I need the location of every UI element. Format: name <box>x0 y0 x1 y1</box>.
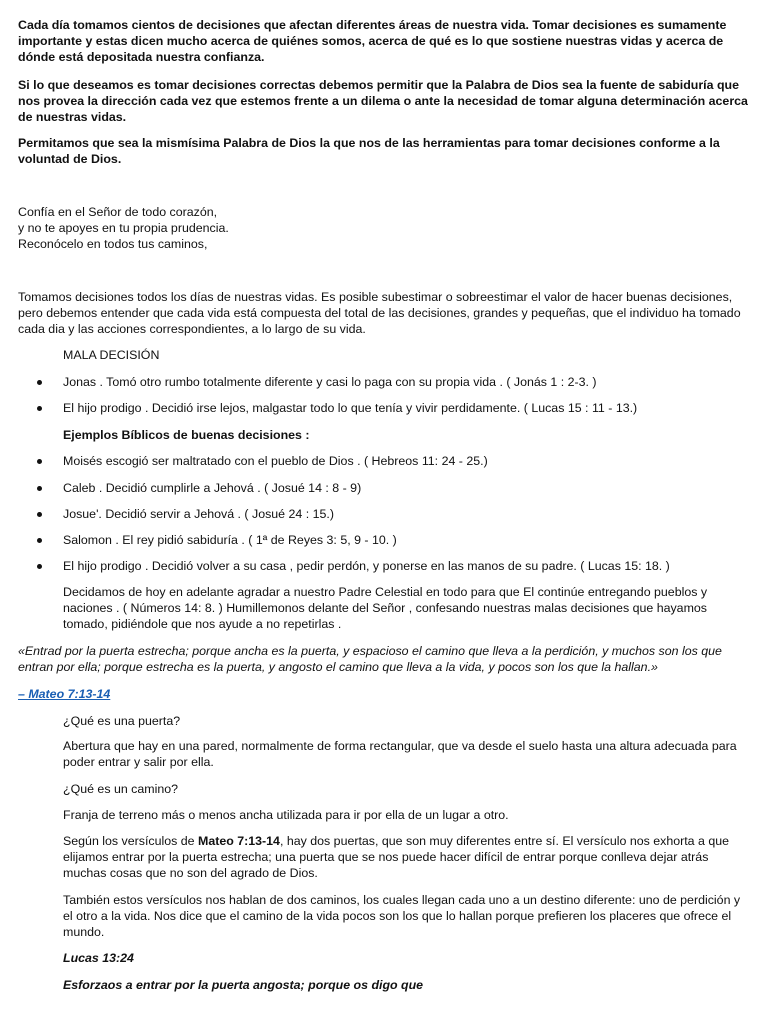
bullet-icon <box>37 406 42 411</box>
lucas-reference: Lucas 13:24 <box>63 951 134 965</box>
mateo-quote: «Entrad por la puerta estrecha; porque ancha es la puerta, y espacioso el camino que lleva a la perdición, y muchos son los que entran por ella; porque estrecha es la puerta, y angosto el camino que lleva a la vida, y pocos son los que la hallan.» <box>18 644 722 674</box>
bullet-icon <box>37 564 42 569</box>
question-puerta: ¿Qué es una puerta? <box>63 714 181 728</box>
mateo-ref-inline: Mateo 7:13-14 <box>198 834 280 848</box>
good-decisions-heading: Ejemplos Bíblicos de buenas decisiones : <box>63 428 310 442</box>
intro-paragraph-2: Si lo que deseamos es tomar decisiones correctas debemos permitir que la Palabra de Dios sea la fuente de sabiduría que nos provea la dirección cada vez que estemos frente a un dilema o ante la necesidad de tomar alguna determinación acerca de nuestras vidas. <box>18 78 748 124</box>
answer-camino: Franja de terreno más o menos ancha utilizada para ir por ella de un lugar a otro. <box>63 808 509 822</box>
closing-paragraph: Decidamos de hoy en adelante agradar a nuestro Padre Celestial en todo para que El continúe entregando pueblos y naciones . ( Números 14: 8. ) Humillemonos delante del Señor , confesando nuestras malas decisiones que hayamos tomado, pidiéndole que nos ayude a no repetirlas . <box>63 585 708 631</box>
caminos-paragraph: También estos versículos nos hablan de dos caminos, los cuales llegan cada uno a un destino diferente: uno de perdición y el otro a la vida. Nos dice que el camino de la vida pocos son los que lo hallan porque prefieren los placeres que ofrece el mundo. <box>63 893 741 939</box>
bullet-icon <box>37 459 42 464</box>
bad-decisions-heading: MALA DECISIÓN <box>63 348 160 362</box>
body-paragraph: Tomamos decisiones todos los días de nuestras vidas. Es posible subestimar o sobreestimar el valor de hacer buenas decisiones, pero debemos entender que cada vida está compuesta del total de las decisiones, grandes y pequeñas, que el individuo ha tomado cada dia y las acciones correspondientes, a lo largo de su vida. <box>18 290 741 336</box>
bullet-icon <box>37 538 42 543</box>
intro-paragraph-1: Cada día tomamos cientos de decisiones que afectan diferentes áreas de nuestra vida. Tomar decisiones es sumamente importante y estas dicen mucho acerca de quiénes somos, acerca de qué es lo que sostiene nuestras vidas y acerca de dónde está depositada nuestra confianza. <box>18 18 727 64</box>
intro-paragraph-3: Permitamos que sea la mismísima Palabra de Dios la que nos de las herramientas para tomar decisiones conforme a la voluntad de Dios. <box>18 136 720 166</box>
verse-line-2: y no te apoyes en tu propia prudencia. <box>18 221 229 235</box>
bullet-icon <box>37 380 42 385</box>
answer-puerta: Abertura que hay en una pared, normalmente de forma rectangular, que va desde el suelo hasta una altura adecuada para poder entrar y salir por ella. <box>63 739 737 769</box>
proverbs-verse <box>18 204 753 252</box>
mateo-reference-link[interactable]: – Mateo 7:13-14 <box>18 687 111 701</box>
bullet-icon <box>37 486 42 491</box>
lucas-verse: Esforzaos a entrar por la puerta angosta; porque os digo que <box>63 978 424 992</box>
verse-line-3: Reconócelo en todos tus caminos, <box>18 237 208 251</box>
bullet-icon <box>37 512 42 517</box>
verse-line-1: Confía en el Señor de todo corazón, <box>18 205 218 219</box>
mateo-explanation: Según los versículos de Mateo 7:13-14, hay dos puertas, que son muy diferentes entre sí. El versículo nos exhorta a que elijamos entrar por la puerta estrecha; una puerta que se nos puede hacer difícil de entrar porque conlleva dejar atrás muchas cosas que no son del agrado de Dios. <box>63 834 730 880</box>
question-camino: ¿Qué es un camino? <box>63 782 179 796</box>
document-page: Cada día tomamos cientos de decisiones que afectan diferentes áreas de nuestra vida. Tomar decisiones es sumamente importante y estas dicen mucho acerca de quiénes somos, acerca de qué es lo que sostiene nuestras vidas y acerca de dónde está depositada nuestra confianza. Si lo que deseamos es tomar decisiones correctas debemos permitir que la Palabra de Dios sea la fuente de sabiduría que nos provea la dirección cada vez que estemos frente a un dilema o ante la necesidad de tomar alguna determinación acerca de nuestras vidas. Permitamos que sea la mismísima Palabra de Dios la que nos de las herramientas para tomar decisiones conforme a la voluntad de Dios. Confía en el Señor de todo corazón, y no te apoyes en tu propia prudencia. Reconócelo en todos tus caminos, Tomamos decisiones todos los días de nuestras vidas. Es posible subestimar o sobreestimar el valor de hacer buenas decisiones, pero debemos entender que cada vida está compuesta del total de las decisiones, grandes y pequeñas, que el individuo ha tomado cada dia y las acciones correspondientes, a lo largo de su vida. MALA DECISIÓN Jonas . Tomó otro rumbo totalmente diferente y casi lo paga con su propia vida . ( Jonás 1 : 2-3. ) El hijo prodigo . Decidió irse lejos, malgastar todo lo que tenía y vivir perdidamente. ( Lucas 15 : 11 - 13.) Ejemplos Bíblicos de buenas decisiones : Moisés escogió ser maltratado con el pueblo de Dios . ( Hebreos 11: 24 - 25.) Caleb . Decidió cumplirle a Jehová . ( Josué 14 : 8 - 9) Josue'. Decidió servir a Jehová . ( Josué 24 : 15.) Salomon . El rey pidió sabiduría . ( 1ª de Reyes 3: 5, 9 - 10. ) El hijo prodigo . Decidió volver a su casa , pedir perdón, y ponerse en las manos de su padre. ( Lucas 15: 18. ) Decidamos de hoy en adelante agradar a nuestro Padre Celestial en todo para que El continúe entregando pueblos y naciones . ( Números 14: 8. ) Humillemonos delante del Señor , confesando nuestras malas decisiones que hayamos tomado, pidiéndole que nos ayude a no repetirlas . «Entrad por la puerta estrecha; porque ancha es la puerta, y espacioso el camino que lleva a la perdición, y muchos son los que entran por ella; porque estrecha es la puerta, y angosto el camino que lleva a la vida, y pocos son los que la hallan.» – Mateo 7:13-14 ¿Qué es una puerta? Abertura que hay en una pared, normalmente de forma rectangular, que va desde el suelo hasta una altura adecuada para poder entrar y salir por ella. ¿Qué es un camino? Franja de terreno más o menos ancha utilizada para ir por ella de un lugar a otro. Según los versículos de Mateo 7:13-14, hay dos puertas, que son muy diferentes entre sí. El versículo nos exhorta a que elijamos entrar por la puerta estrecha; una puerta que se nos puede hacer difícil de entrar porque conlleva dejar atrás muchas cosas que no son del agrado de Dios. También estos versículos nos hablan de dos caminos, los cuales llegan cada uno a un destino diferente: uno de perdición y el otro a la vida. Nos dice que el camino de la vida pocos son los que lo hallan porque prefieren los placeres que ofrece el mundo. Lucas 13:24 Esforzaos a entrar por la puerta angosta; porque os digo que <box>0 0 768 1024</box>
